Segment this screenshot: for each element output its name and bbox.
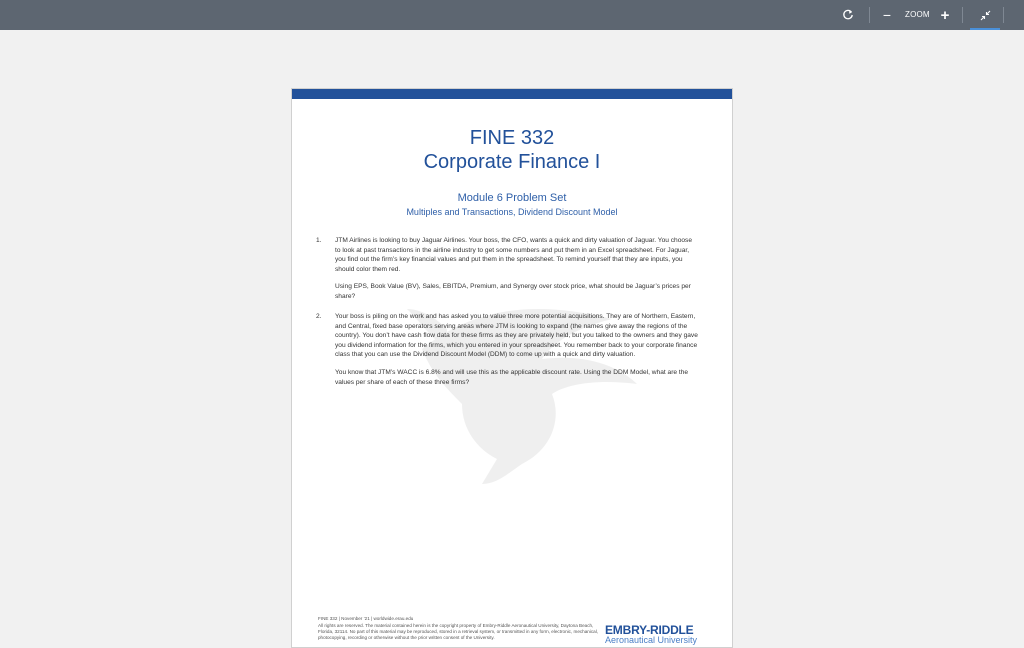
toolbar-separator [962,7,963,23]
document-subtitle-topics: Multiples and Transactions, Dividend Discount Model [406,207,618,217]
zoom-label: ZOOM [905,10,930,19]
collapse-icon [980,10,991,21]
footer-copyright: All rights are reserved. The material contained herein is the copyright property of Embry-Riddle Aeronautical University, Daytona Beach, Florida, 32114. No part of this material may be reproduced, stored in a retrieval system, or transmitted in any form, electronic, mechanical, photocopying, recording or otherwise without the prior written consent of the University. [318,623,599,640]
question-prompt: Using EPS, Book Value (BV), Sales, EBITDA, Premium, and Synergy over stock price, what should be Jaguar’s prices per share? [335,283,691,300]
collapse-button-icon-wrap[interactable] [975,0,995,30]
zoom-in-button[interactable] [936,0,954,30]
viewer-toolbar [0,0,1024,30]
document-title-name: Corporate Finance I [423,151,601,173]
refresh-button[interactable] [836,0,860,30]
document-subtitle: Module 6 Problem Set [457,192,567,204]
question-number: 2. [316,313,322,320]
toolbar-separator [1003,7,1004,23]
document-page [291,88,733,648]
page-header-bar [292,89,732,99]
document-title-course: FINE 332 [469,127,555,149]
zoom-out-button[interactable] [878,0,896,30]
university-logo-text: EMBRY-RIDDLE [605,623,694,637]
refresh-icon [842,9,854,21]
question-1 [316,236,699,310]
university-logo-subtext: Aeronautical University [605,635,698,645]
question-number: 1. [316,237,322,244]
footer-course-line: FINE 332 | November ’21 | worldwide.erau.edu [318,616,414,621]
plus-icon: + [940,6,950,24]
question-text: Your boss is piling on the work and has asked you to value three more potential acquisitions. They are of Northern, Eastern, and Central, fixed base operators serving areas where JTM is looking to expand (the names give away the regions of the country). You don’t have cash flow data for these firms as they are privately held, but you talked to the owners and they gave you dividend information for the firms, which you entered in your spreadsheet. You remember back to your corporate finance class that you can use the Dividend Discount Model (DDM) to come up with a quick and dirty valuation. [335,313,698,359]
question-text: JTM Airlines is looking to buy Jaguar Airlines. Your boss, the CFO, wants a quick and dirty valuation of Jaguar. You choose to look at past transactions in the airline industry to get some numbers and put them in an Excel spreadsheet. For Jaguar, you find out the firm’s key financial values and put them in the spreadsheet. To remind yourself that they are inputs, you should color them red. [335,237,692,273]
question-2 [316,312,699,395]
minus-icon: − [882,7,892,23]
toolbar-separator [869,7,870,23]
question-prompt: You know that JTM’s WACC is 6.8% and will use this as the applicable discount rate. Using the DDM Model, what are the values per share of each of these three firms? [335,368,689,386]
